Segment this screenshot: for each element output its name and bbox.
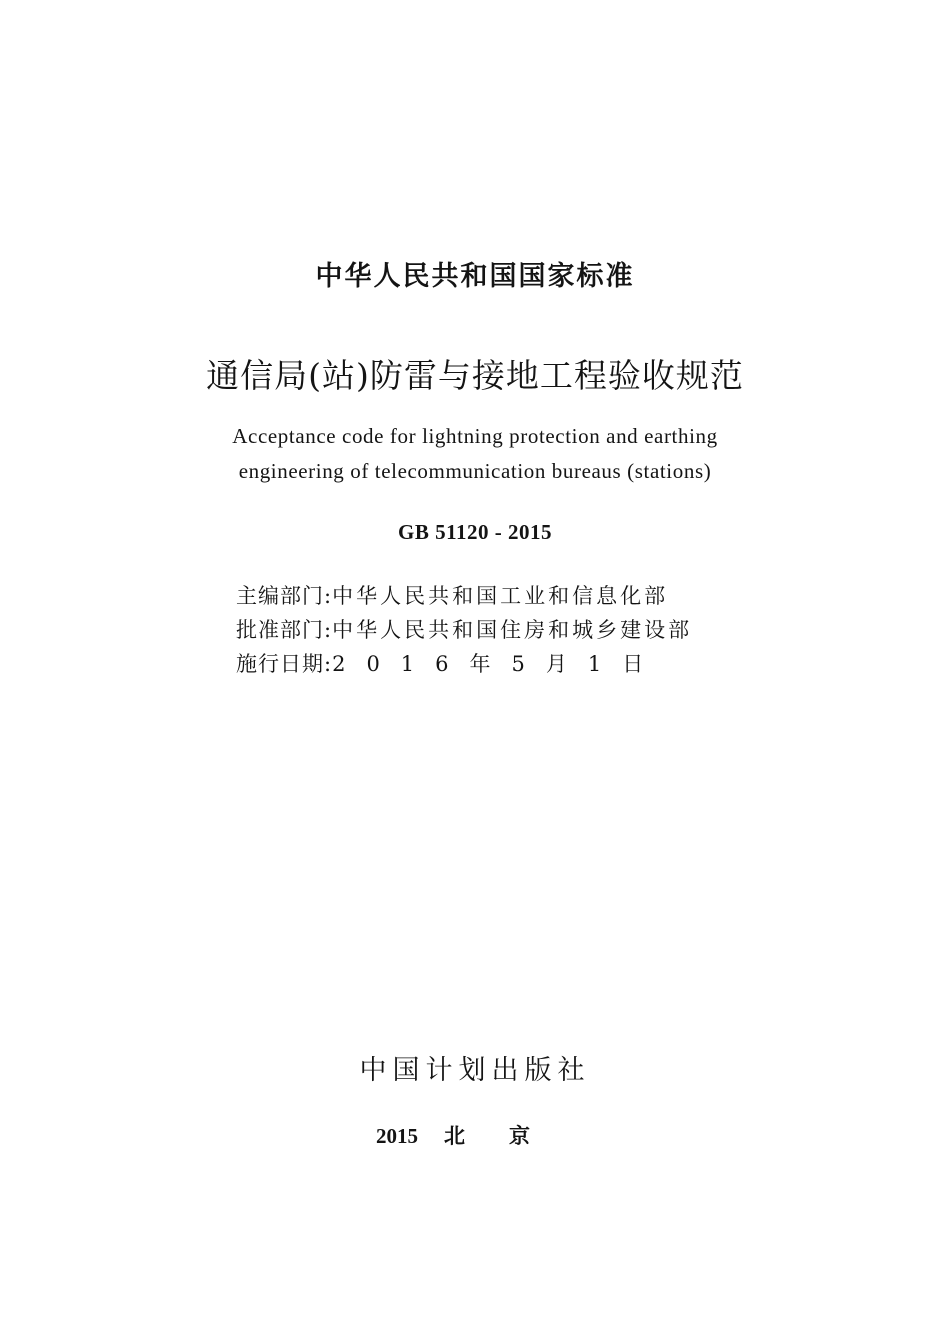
chief-department-value: 中华人民共和国工业和信息化部: [332, 584, 669, 608]
info-block: [236, 579, 692, 681]
standard-code: GB 51120 - 2015: [398, 520, 552, 544]
national-standard-heading: 中华人民共和国国家标准: [315, 261, 635, 292]
approval-department-label: 批准部门:: [236, 618, 333, 642]
publication-city: 北京: [444, 1124, 574, 1148]
approval-department-row: [236, 613, 692, 647]
approval-department-value: 中华人民共和国住房和城乡建设部: [332, 618, 693, 642]
document-title-english-line-1: Acceptance code for lightning protection and earthing: [232, 424, 718, 448]
chief-department-label: 主编部门:: [236, 584, 333, 608]
document-title-chinese: 通信局(站)防雷与接地工程验收规范: [206, 356, 744, 395]
effective-date-label: 施行日期:: [236, 652, 333, 676]
publication-year: 2015: [376, 1124, 418, 1148]
chief-department-row: [236, 579, 692, 613]
publication-place: [0, 1120, 950, 1150]
effective-date-value: 2016年5月1日: [332, 652, 665, 676]
publisher-name: 中国计划出版社: [359, 1055, 591, 1086]
effective-date-row: [236, 647, 692, 681]
document-title-english-line-2: engineering of telecommunication bureaus (stations): [238, 459, 712, 483]
